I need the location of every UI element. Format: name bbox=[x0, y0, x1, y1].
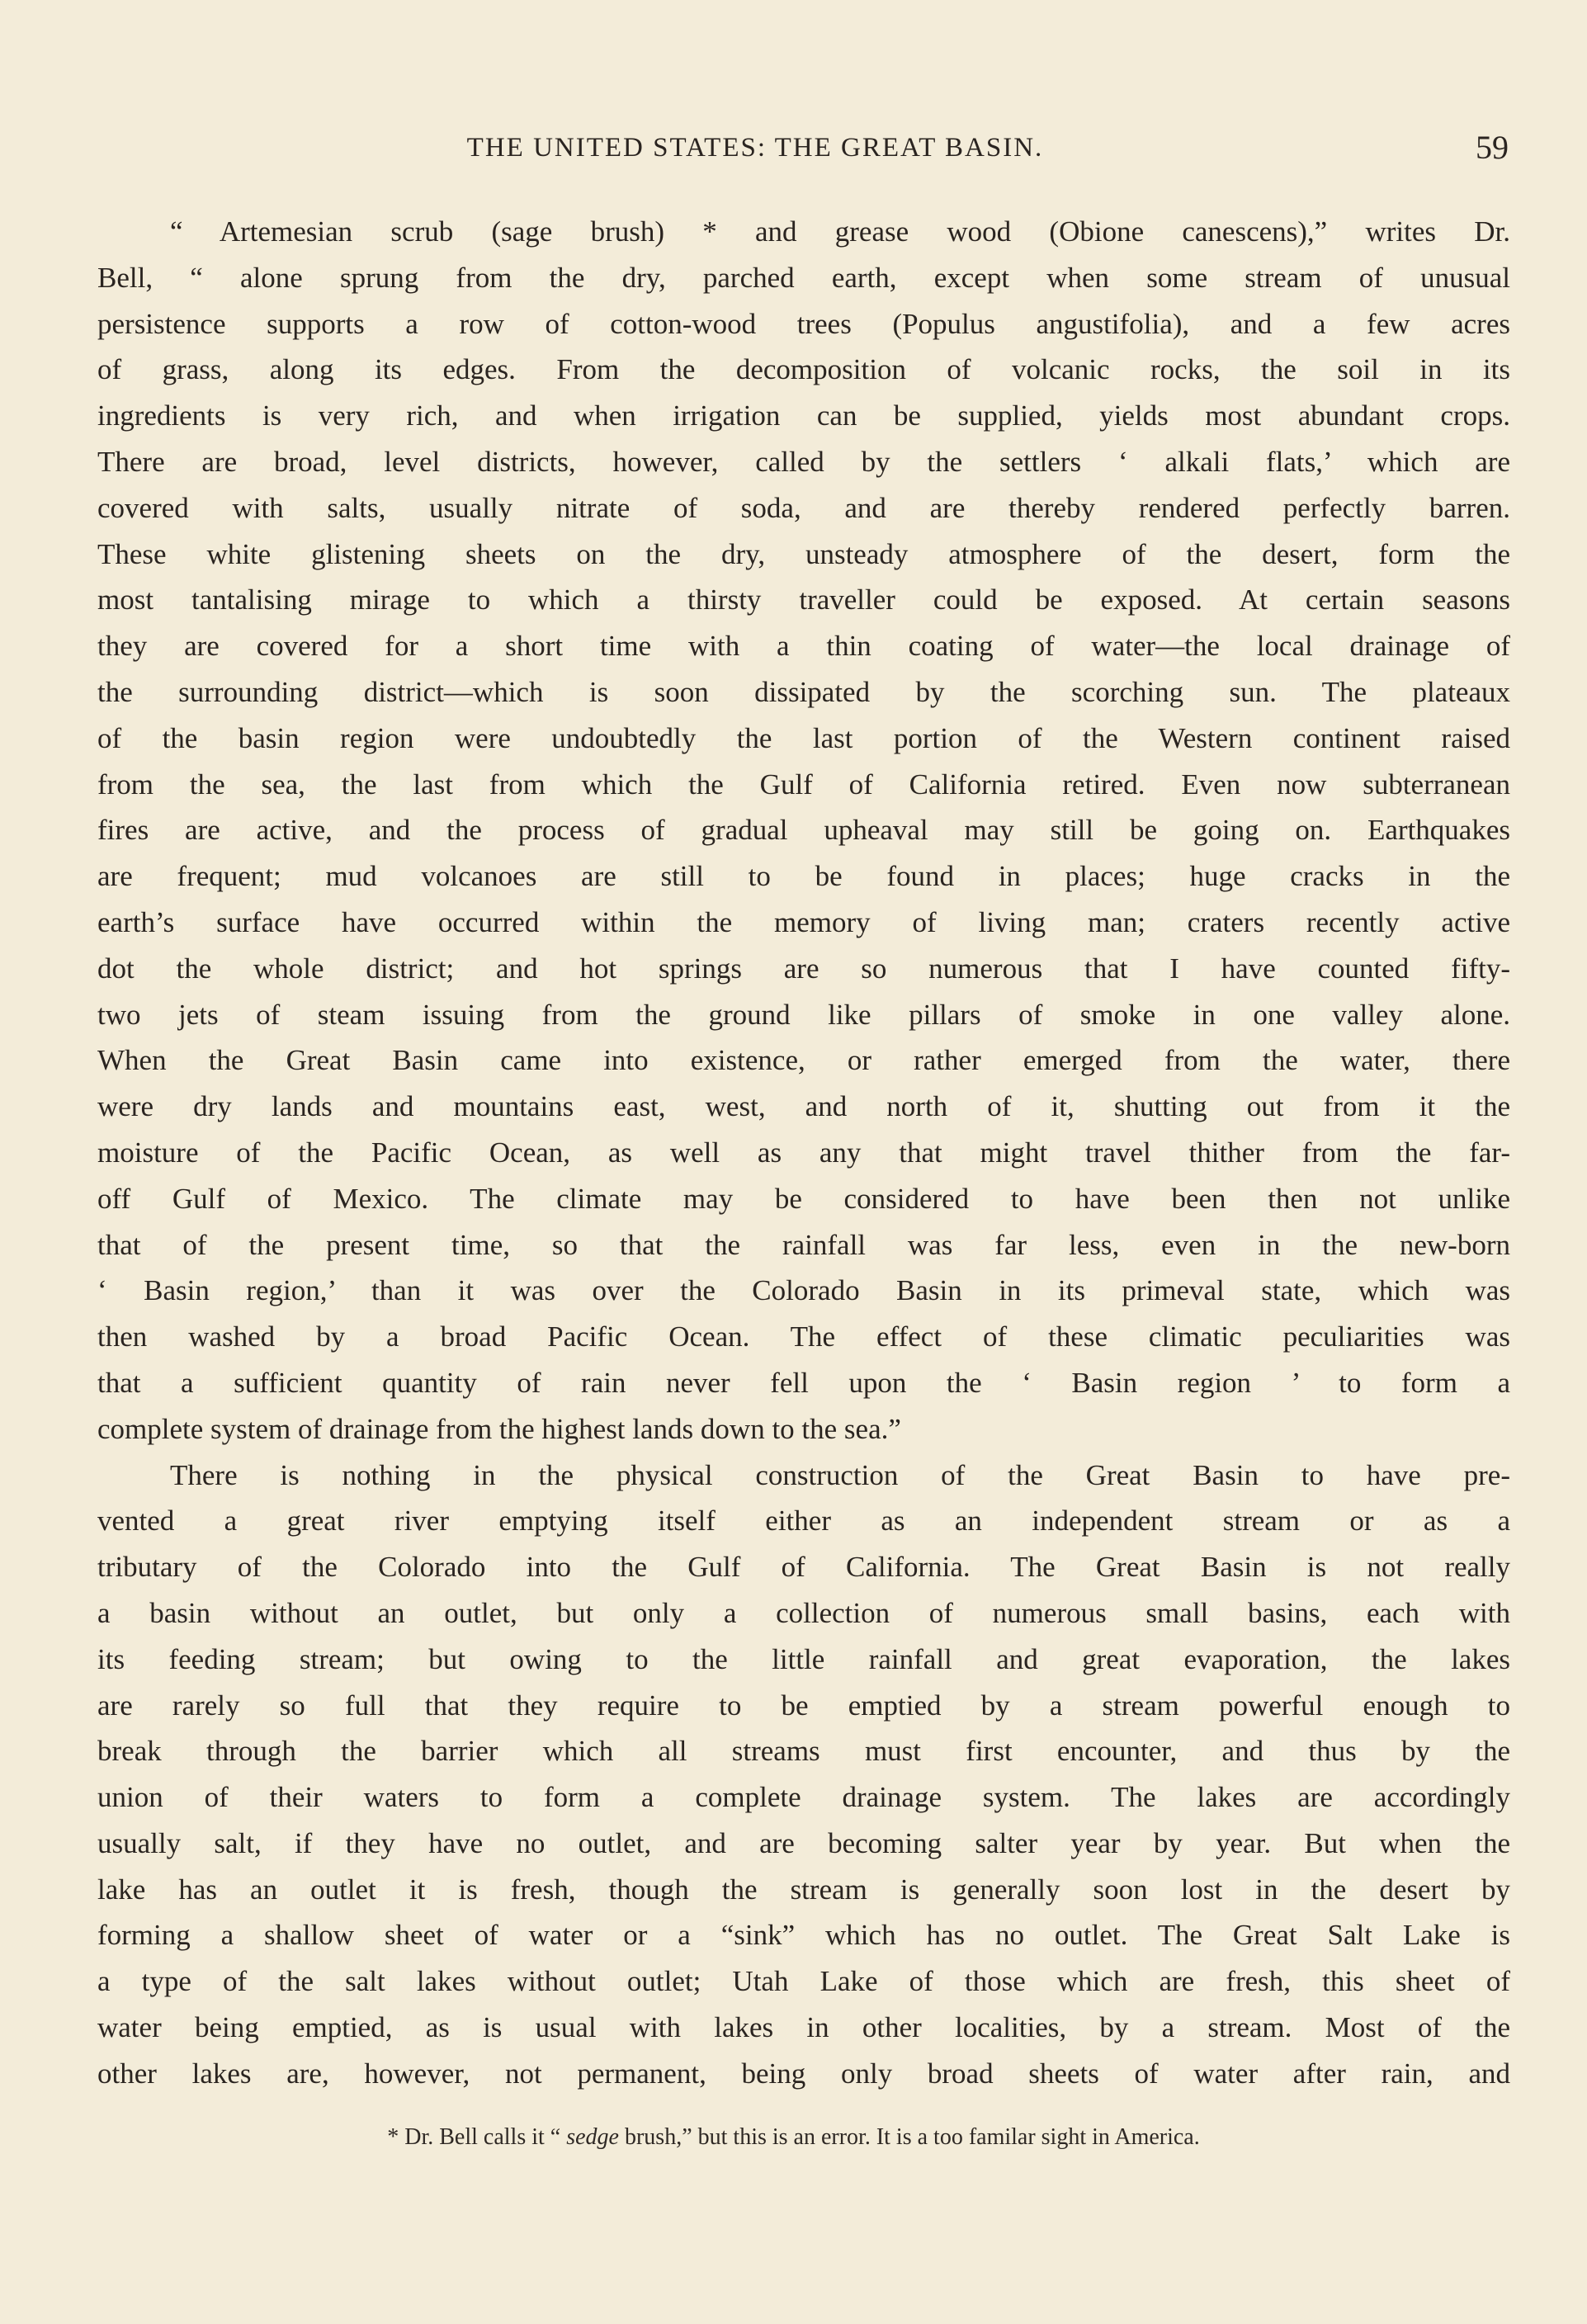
footnote-italic: sedge bbox=[566, 2124, 619, 2150]
text-line: a type of the salt lakes without outlet; Utah Lake of those which are fresh, this sheet of bbox=[97, 1965, 1510, 1998]
text-line: that a sufficient quantity of rain never fell upon the ‘ Basin region ’ to form a bbox=[97, 1366, 1510, 1399]
text-line: moisture of the Pacific Ocean, as well as any that might travel thither from the far- bbox=[97, 1136, 1510, 1169]
footnote-text-before: Dr. Bell calls it “ bbox=[399, 2124, 567, 2150]
text-line: most tantalising mirage to which a thirsty traveller could be exposed. At certain seasons bbox=[97, 583, 1510, 616]
text-line: tributary of the Colorado into the Gulf of California. The Great Basin is not really bbox=[97, 1551, 1510, 1584]
text-line: There is nothing in the physical construction of the Great Basin to have pre- bbox=[170, 1458, 1510, 1491]
footnote-text-after: brush,” but this is an error. It is a too familar sight in America. bbox=[618, 2124, 1200, 2150]
text-line: were dry lands and mountains east, west, and north of it, shutting out from it the bbox=[97, 1090, 1510, 1123]
footnote bbox=[0, 2124, 1587, 2151]
text-line: dot the whole district; and hot springs are so numerous that I have counted fifty- bbox=[97, 952, 1510, 985]
text-line: break through the barrier which all streams must first encounter, and thus by the bbox=[97, 1735, 1510, 1768]
text-line: These white glistening sheets on the dry, unsteady atmosphere of the desert, form the bbox=[97, 537, 1510, 570]
text-line: are rarely so full that they require to be emptied by a stream powerful enough to bbox=[97, 1689, 1510, 1722]
text-line: they are covered for a short time with a thin coating of water—the local drainage of bbox=[97, 630, 1510, 663]
text-line: the surrounding district—which is soon dissipated by the scorching sun. The plateaux bbox=[97, 675, 1510, 708]
text-line: then washed by a broad Pacific Ocean. The effect of these climatic peculiarities was bbox=[97, 1320, 1510, 1353]
text-line: ‘ Basin region,’ than it was over the Colorado Basin in its primeval state, which was bbox=[97, 1274, 1510, 1307]
text-line: union of their waters to form a complete drainage system. The lakes are accordingly bbox=[97, 1781, 1510, 1814]
text-line: of grass, along its edges. From the decomposition of volcanic rocks, the soil in its bbox=[97, 353, 1510, 386]
running-head bbox=[0, 128, 1587, 169]
text-line: Bell, “ alone sprung from the dry, parched earth, except when some stream of unusual bbox=[97, 261, 1510, 294]
text-line: lake has an outlet it is fresh, though the stream is generally soon lost in the desert by bbox=[97, 1873, 1510, 1906]
text-line: usually salt, if they have no outlet, and are becoming salter year by year. But when the bbox=[97, 1826, 1510, 1859]
text-line: water being emptied, as is usual with lakes in other localities, by a stream. Most of the bbox=[97, 2011, 1510, 2044]
text-line: are frequent; mud volcanoes are still to be found in places; huge cracks in the bbox=[97, 860, 1510, 893]
text-line: “ Artemesian scrub (sage brush) * and grease wood (Obione canescens),” writes Dr. bbox=[170, 215, 1510, 248]
text-line: other lakes are, however, not permanent, being only broad sheets of water after rain, and bbox=[97, 2057, 1510, 2090]
text-line: from the sea, the last from which the Gulf of California retired. Even now subterranean bbox=[97, 768, 1510, 801]
text-line: two jets of steam issuing from the ground like pillars of smoke in one valley alone. bbox=[97, 998, 1510, 1031]
text-line: fires are active, and the process of gradual upheaval may still be going on. Earthquakes bbox=[97, 814, 1510, 847]
running-title: THE UNITED STATES: THE GREAT BASIN. bbox=[466, 133, 1044, 163]
text-line: that of the present time, so that the rainfall was far less, even in the new-born bbox=[97, 1228, 1510, 1261]
text-line: of the basin region were undoubtedly the last portion of the Western continent raised bbox=[97, 721, 1510, 754]
body-text bbox=[97, 209, 1510, 2097]
text-line: When the Great Basin came into existence, or rather emerged from the water, there bbox=[97, 1044, 1510, 1077]
text-line: persistence supports a row of cotton-wood trees (Populus angustifolia), and a few acres bbox=[97, 307, 1510, 340]
text-line: off Gulf of Mexico. The climate may be considered to have been then not unlike bbox=[97, 1182, 1510, 1215]
text-line: forming a shallow sheet of water or a “sink” which has no outlet. The Great Salt Lake is bbox=[97, 1919, 1510, 1952]
text-line: complete system of drainage from the highest lands down to the sea.” bbox=[97, 1412, 901, 1445]
text-line: There are broad, level districts, however, called by the settlers ‘ alkali flats,’ which are bbox=[97, 445, 1510, 478]
text-line: vented a great river emptying itself either as an independent stream or as a bbox=[97, 1504, 1510, 1538]
text-line: its feeding stream; but owing to the little rainfall and great evaporation, the lakes bbox=[97, 1642, 1510, 1675]
page-number: 59 bbox=[1476, 129, 1509, 166]
text-line: ingredients is very rich, and when irrigation can be supplied, yields most abundant crops. bbox=[97, 399, 1510, 432]
text-line: a basin without an outlet, but only a collection of numerous small basins, each with bbox=[97, 1596, 1510, 1629]
text-line: covered with salts, usually nitrate of soda, and are thereby rendered perfectly barren. bbox=[97, 491, 1510, 524]
footnote-marker: * bbox=[387, 2124, 399, 2150]
text-line: earth’s surface have occurred within the memory of living man; craters recently active bbox=[97, 905, 1510, 938]
